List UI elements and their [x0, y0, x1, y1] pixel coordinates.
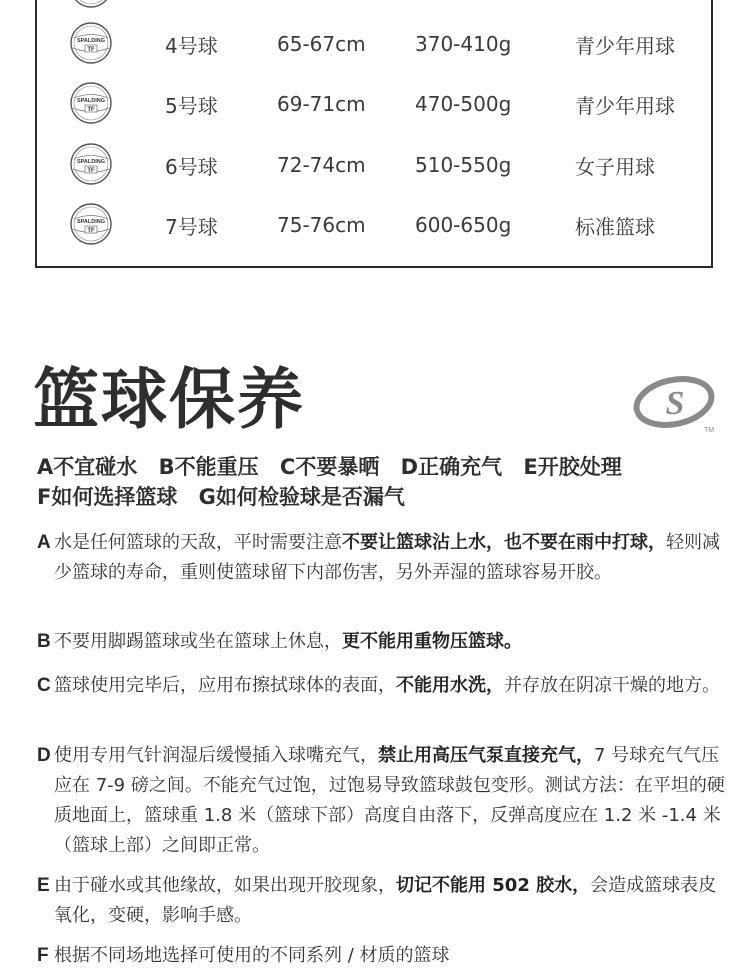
logo-tm: TM [704, 427, 715, 434]
paragraph-d [37, 741, 727, 861]
topic-g: G如何检验球是否漏气 [198, 485, 405, 509]
text: 根据不同场地选择可使用的不同系列 / 材质的篮球 [54, 945, 450, 966]
paragraph-letter: A [37, 532, 51, 553]
weight: 600-650g [415, 213, 512, 237]
usage: 标准篮球 [575, 214, 655, 239]
paragraph-c [37, 671, 727, 701]
logo-glyph: S [665, 385, 685, 422]
text: 使用专用气针润湿后缓慢插入球嘴充气， [54, 745, 378, 766]
ball-size: 6号球 [165, 154, 218, 179]
basketball-icon [70, 143, 112, 185]
emphasis: 不能用水洗， [396, 675, 504, 696]
emphasis: 更不能用重物压篮球。 [342, 631, 522, 652]
paragraph-body [54, 741, 727, 861]
table-row [37, 76, 711, 132]
paragraph-body [54, 627, 727, 657]
text: 由于碰水或其他缘故，如果出现开胶现象， [54, 875, 396, 896]
paragraph-body [54, 941, 727, 971]
table-row [37, 137, 711, 193]
weight: 470-500g [415, 92, 512, 116]
topic-f: F如何选择篮球 [37, 485, 178, 509]
paragraph-a [37, 528, 727, 588]
basketball-icon [70, 203, 112, 245]
table-row-partial [37, 0, 711, 16]
topic-d: D正确充气 [400, 455, 503, 479]
spalding-logo-icon [632, 372, 718, 434]
text: 水是任何篮球的天敌，平时需要注意 [54, 532, 342, 553]
text: 不要用脚踢篮球或坐在篮球上休息， [54, 631, 342, 652]
section-title: 篮球保养 [33, 361, 305, 438]
paragraph-body [54, 671, 727, 701]
usage: 青少年用球 [575, 93, 675, 118]
paragraph-letter: C [37, 675, 51, 696]
table-row [37, 16, 711, 72]
text: 篮球使用完毕后，应用布擦拭球体的表面， [54, 675, 396, 696]
topic-e: E开胶处理 [523, 455, 622, 479]
emphasis: 切记不能用 502 胶水， [396, 875, 591, 896]
topic-b: B不能重压 [158, 455, 259, 479]
topic-c: C不要暴晒 [279, 455, 380, 479]
topic-a: A不宜碰水 [37, 455, 138, 479]
paragraph-letter: E [37, 875, 50, 896]
basketball-icon [70, 0, 112, 8]
ball-size: 7号球 [165, 214, 218, 239]
circumference: 65-67cm [277, 32, 366, 56]
topic-list [37, 452, 737, 512]
text: 7 号球充气气压应在 7-9 磅之间。不能充气过饱，过饱易导致篮球鼓包变形。测试方法：在平坦的硬质地面上，篮球重 1.8 米（篮球下部）高度自由落下，反弹高度应在 1.2 米 -1.4 米（篮球上部）之间即正常。 [54, 745, 725, 856]
emphasis: 不要让篮球沾上水，也不要在雨中打球， [342, 532, 666, 553]
ball-size-table [35, 0, 713, 268]
paragraph-body [54, 871, 727, 931]
paragraph-letter: D [37, 745, 51, 766]
text: 轻则减少篮球的寿命，重则使篮球留下内部伤害，另外弄湿的篮球容易开胶。 [54, 532, 720, 583]
paragraph-letter: F [37, 945, 49, 966]
usage: 青少年用球 [575, 33, 675, 58]
paragraph-body [54, 528, 727, 588]
weight: 370-410g [415, 32, 512, 56]
paragraph-f [37, 941, 727, 971]
ball-size: 5号球 [165, 93, 218, 118]
basketball-icon [70, 22, 112, 64]
paragraph-letter: B [37, 631, 51, 652]
circumference: 75-76cm [277, 213, 366, 237]
circumference: 72-74cm [277, 153, 366, 177]
circumference: 69-71cm [277, 92, 366, 116]
paragraph-b [37, 627, 727, 657]
basketball-icon [70, 82, 112, 124]
text: 并存放在阴凉干燥的地方。 [504, 675, 720, 696]
usage: 女子用球 [575, 154, 655, 179]
weight: 510-550g [415, 153, 512, 177]
emphasis: 禁止用高压气泵直接充气， [378, 745, 594, 766]
paragraph-e [37, 871, 727, 931]
table-row [37, 197, 711, 253]
ball-size: 4号球 [165, 33, 218, 58]
text: 会造成篮球表皮氧化，变硬，影响手感。 [54, 875, 717, 926]
